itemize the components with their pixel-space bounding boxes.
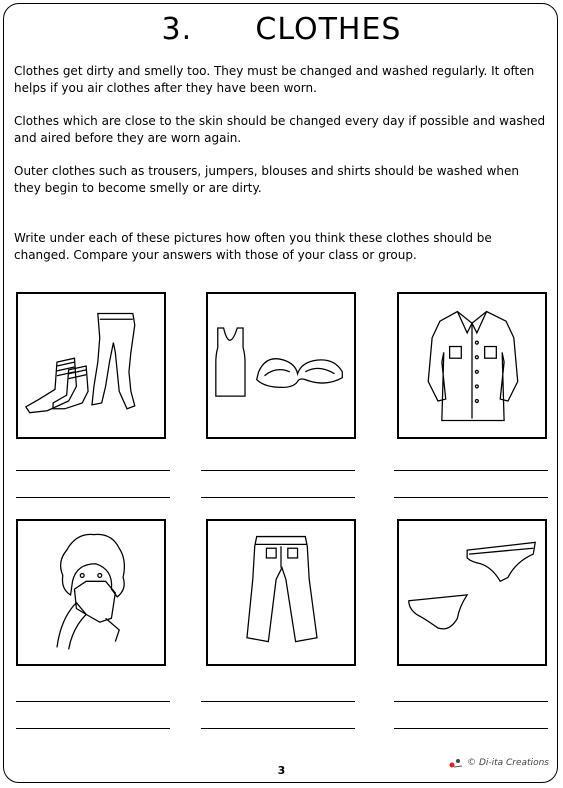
picture-socks-tights <box>16 292 166 439</box>
paragraph-skin-clothes: Clothes which are close to the skin should be changed every day if possible and washed and aired before they are worn again. <box>14 114 546 145</box>
picture-handkerchief <box>16 519 166 666</box>
picture-vest-bra <box>206 292 356 439</box>
underpants-icon <box>399 521 545 664</box>
answer-line[interactable] <box>16 728 170 729</box>
page-number: 3 <box>277 764 286 777</box>
answer-line[interactable] <box>16 470 170 471</box>
answer-line[interactable] <box>201 470 355 471</box>
answer-line[interactable] <box>394 497 548 498</box>
answer-line[interactable] <box>201 701 355 702</box>
answer-line[interactable] <box>16 701 170 702</box>
picture-underpants <box>397 519 547 666</box>
socks-and-tights-icon <box>18 294 164 437</box>
trousers-icon <box>208 521 354 664</box>
answer-line[interactable] <box>16 497 170 498</box>
page-title: 3. CLOTHES <box>161 12 402 47</box>
handkerchief-icon <box>18 521 164 664</box>
shirt-icon <box>399 294 545 437</box>
vest-and-bra-icon <box>208 294 354 437</box>
credit <box>448 757 549 769</box>
publisher-logo-icon <box>448 757 464 769</box>
answer-line[interactable] <box>394 728 548 729</box>
credit-text: © Di-ita Creations <box>467 758 549 768</box>
picture-shirt <box>397 292 547 439</box>
picture-trousers <box>206 519 356 666</box>
paragraph-outer-clothes: Outer clothes such as trousers, jumpers, blouses and shirts should be washed when they begin to become smelly or are dirty. <box>14 164 519 195</box>
paragraph-intro: Clothes get dirty and smelly too. They must be changed and washed regularly. It often helps if you air clothes after they have been worn. <box>14 64 535 95</box>
answer-line[interactable] <box>394 470 548 471</box>
answer-line[interactable] <box>394 701 548 702</box>
answer-line[interactable] <box>201 497 355 498</box>
answer-line[interactable] <box>201 728 355 729</box>
paragraph-instructions: Write under each of these pictures how often you think these clothes should be changed. Compare your answers with those of your class or group. <box>14 231 492 262</box>
